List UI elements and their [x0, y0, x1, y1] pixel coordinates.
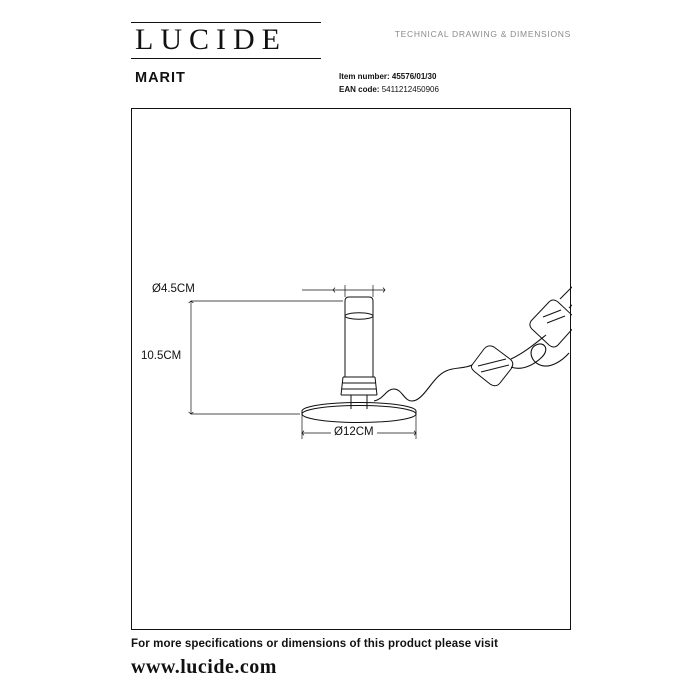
document-header [131, 20, 571, 64]
document-footer [131, 638, 571, 679]
header-caption: TECHNICAL DRAWING & DIMENSIONS [394, 29, 571, 39]
logo-rule-top [131, 22, 321, 23]
ean-value: 5411212450906 [381, 85, 439, 94]
item-number-label: Item number: [339, 72, 390, 81]
item-number-row [339, 70, 439, 83]
ean-label: EAN code: [339, 85, 380, 94]
dimension-label-diameter-base: Ø12CM [331, 426, 377, 438]
product-name: MARIT [135, 70, 186, 86]
product-codes [339, 70, 439, 96]
technical-drawing [132, 109, 572, 631]
footer-text: For more specifications or dimensions of this product please visit [131, 638, 499, 650]
technical-drawing-frame [131, 108, 571, 630]
logo-rule-bottom [131, 58, 321, 59]
footer-website[interactable]: www.lucide.com [131, 656, 277, 678]
dimension-label-diameter-top: Ø4.5CM [152, 283, 195, 295]
dimension-label-height: 10.5CM [141, 350, 182, 362]
ean-row [339, 83, 439, 96]
logo-wordmark: LUCIDE [135, 23, 287, 56]
lucide-logo [131, 20, 321, 60]
item-number-value: 45576/01/30 [391, 72, 437, 81]
product-title-row [135, 70, 571, 100]
